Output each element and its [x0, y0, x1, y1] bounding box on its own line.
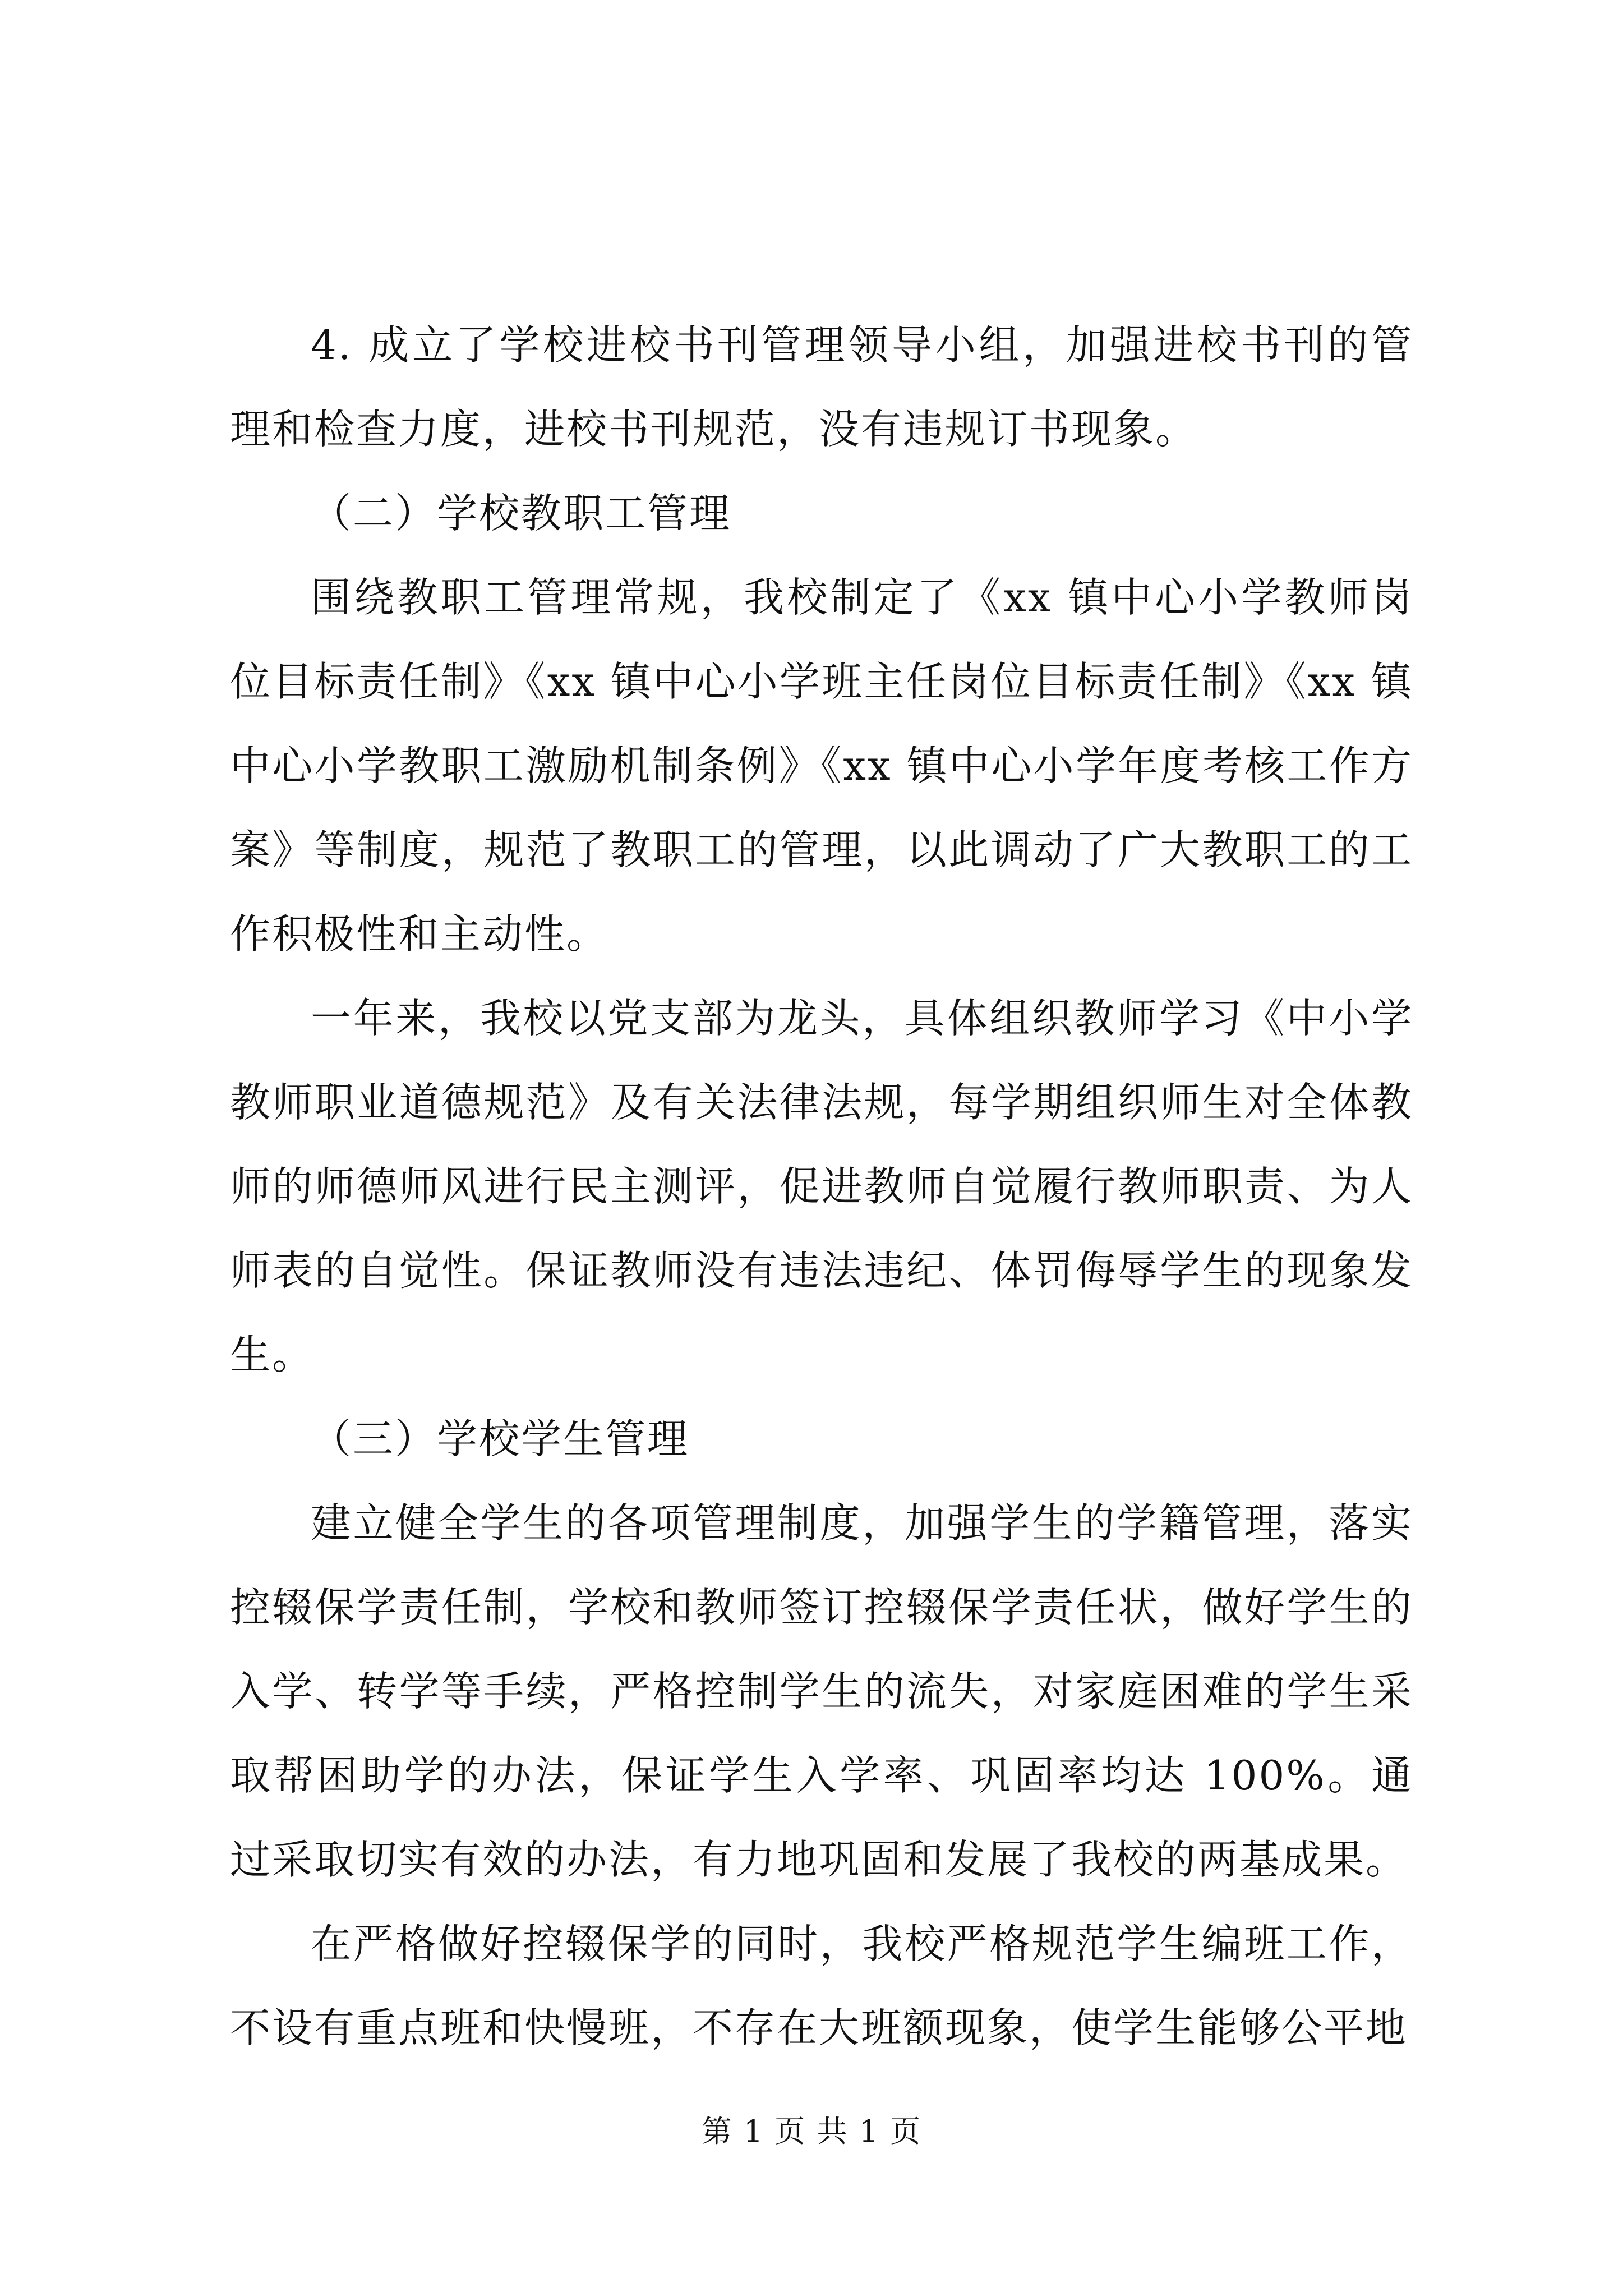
- paragraph-staff-regulations: 围绕教职工管理常规，我校制定了《xx 镇中心小学教师岗位目标责任制》《xx 镇中心小学班主任岗位目标责任制》《xx 镇中心小学教职工激励机制条例》《xx 镇中心小学年度考核工作方案》等制度，规范了教职工的管理，以此调动了广大教职工的工作积极性和主动性。: [230, 574, 1413, 958]
- page-footer: 第 1 页 共 1 页: [701, 2114, 922, 2149]
- paragraph-book-management: 4. 成立了学校进校书刊管理领导小组，加强进校书刊的管理和检查力度，进校书刊规范，没有违规订书现象。: [230, 321, 1413, 453]
- section-heading-student-management: （三）学校学生管理: [311, 1415, 690, 1462]
- paragraph-teacher-ethics: 一年来，我校以党支部为龙头，具体组织教师学习《中小学教师职业道德规范》及有关法律法规，每学期组织师生对全体教师的师德师风进行民主测评，促进教师自觉履行教师职责、为人师表的自觉性。保证教师没有违法违纪、体罚侮辱学生的现象发生。: [230, 995, 1413, 1378]
- paragraph-student-enrollment: 建立健全学生的各项管理制度，加强学生的学籍管理，落实控辍保学责任制，学校和教师签订控辍保学责任状，做好学生的入学、转学等手续，严格控制学生的流失，对家庭困难的学生采取帮困助学的办法，保证学生入学率、巩固率均达 100%。通过采取切实有效的办法，有力地巩固和发展了我校的两基成果。: [230, 1499, 1413, 1883]
- section-heading-staff-management: （二）学校教职工管理: [311, 490, 732, 537]
- document-body: [230, 303, 1413, 2070]
- paragraph-class-assignment: 在严格做好控辍保学的同时，我校严格规范学生编班工作，不设有重点班和快慢班，不存在大班额现象，使学生能够公平地: [230, 1920, 1413, 2051]
